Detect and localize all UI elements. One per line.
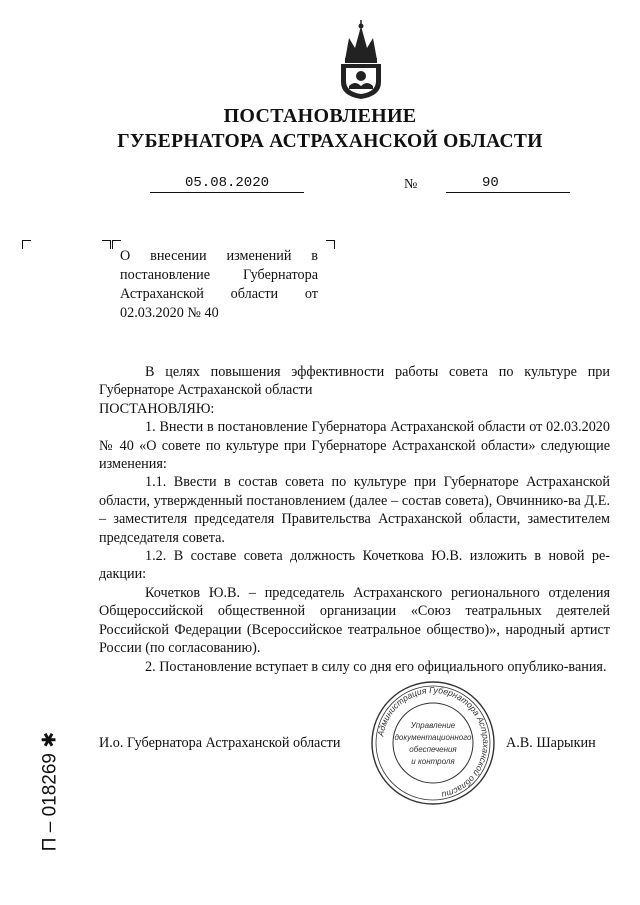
svg-text:обеспечения: обеспечения bbox=[409, 745, 457, 754]
number-sign: № bbox=[404, 177, 418, 192]
official-stamp-seal bbox=[370, 680, 496, 806]
corner-mark-left-a bbox=[102, 240, 111, 249]
clause-2: 2. Постановление вступает в силу со дня его официального опублико-вания. bbox=[145, 658, 607, 675]
corner-mark-far-left bbox=[22, 240, 31, 249]
document-subject: О внесении изменений в постановление Губернатора Астраханской области от 02.03.2020 № 40 bbox=[120, 248, 318, 321]
form-serial-number-text: П – 018269 ✱ bbox=[39, 731, 61, 852]
clause-1-2: 1.2. В составе совета должность Кочеткова Ю.В. изложить в новой ре-дакции: bbox=[99, 548, 610, 583]
corner-mark-right bbox=[326, 240, 335, 249]
document-type-title: ПОСТАНОВЛЕНИЕ bbox=[223, 105, 417, 127]
form-serial-number bbox=[39, 731, 62, 852]
svg-text:и контроля: и контроля bbox=[411, 757, 455, 766]
coat-of-arms-emblem bbox=[335, 18, 387, 100]
intro-paragraph: В целях повышения эффективности работы совета по культуре при Губернаторе Астраханской области bbox=[99, 364, 610, 399]
clause-1: 1. Внести в постановление Губернатора Астраханской области от 02.03.2020 № 40 «О совете по культуре при Губернаторе Астраханской области» следующие изменения: bbox=[99, 419, 610, 473]
svg-text:документационного: документационного bbox=[394, 733, 472, 742]
document-body bbox=[99, 363, 610, 676]
document-number: 90 bbox=[446, 175, 570, 193]
clause-1-1: 1.1. Ввести в состав совета по культуре при Губернаторе Астраханской области, утвержденный постановлением (далее – состав совета), Овчиннико-ва Д.Е. – заместителя председателя Правительства Астраханской области, заместителем председателя совета. bbox=[99, 474, 610, 546]
decree-word: ПОСТАНОВЛЯЮ: bbox=[99, 400, 215, 417]
signatory-position: И.о. Губернатора Астраханской области bbox=[99, 735, 341, 751]
clause-1-2-text: Кочетков Ю.В. – председатель Астраханского регионального отделения Общероссийской общественной организации «Союз театральных деятелей Российской Федерации (Всероссийское театральное общество)», народный артист России (по согласованию). bbox=[99, 584, 610, 657]
document-date: 05.08.2020 bbox=[150, 175, 304, 193]
issuer-title: ГУБЕРНАТОРА АСТРАХАНСКОЙ ОБЛАСТИ bbox=[117, 131, 543, 152]
signatory-name: А.В. Шарыкин bbox=[506, 735, 596, 751]
svg-text:Управление: Управление bbox=[410, 721, 456, 730]
svg-text:Администрация Губернатора Астр: Администрация Губернатора Астраханской области bbox=[375, 684, 492, 801]
